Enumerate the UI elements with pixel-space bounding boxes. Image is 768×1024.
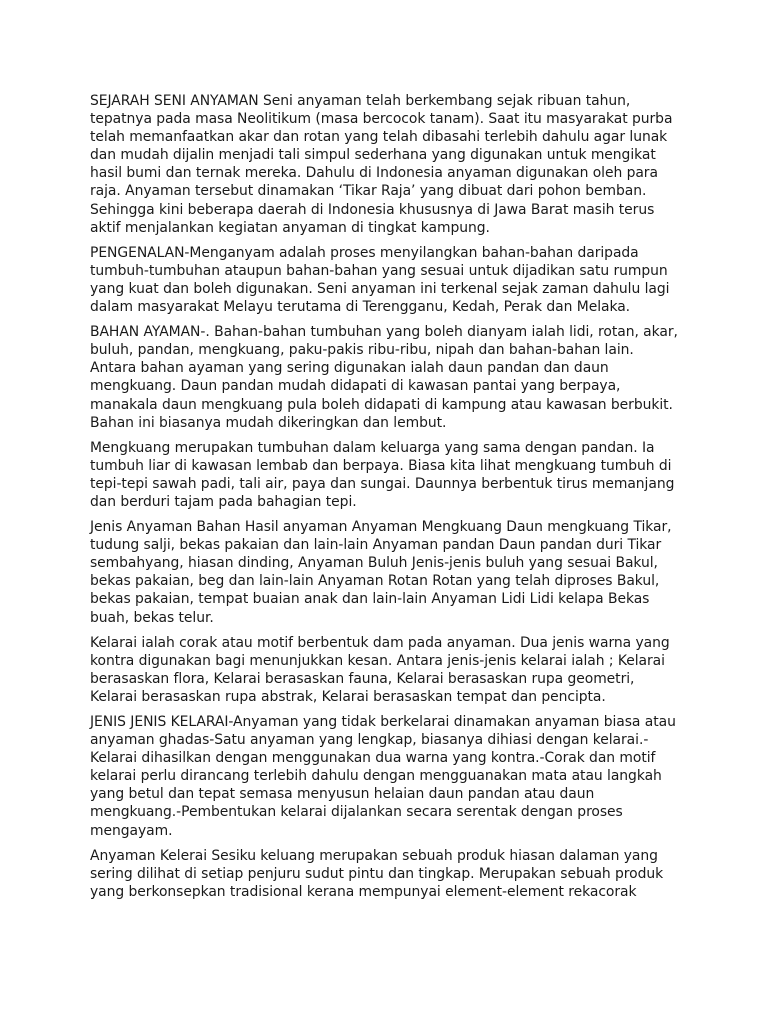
paragraph-jenis-anyaman: Jenis Anyaman Bahan Hasil anyaman Anyaman Mengkuang Daun mengkuang Tikar, tudung salji, bekas pakaian dan lain-lain Anyaman pandan Daun pandan duri Tikar sembahyang, hiasan dinding, Anyaman Buluh Jenis-jenis buluh yang sesuai Bakul, bekas pakaian, beg dan lain-lain Anyaman Rotan Rotan yang telah diproses Bakul, bekas pakaian, tempat buaian anak dan lain-lain Anyaman Lidi Lidi kelapa Bekas buah, bekas telur. [90,519,672,626]
paragraph-pengenalan: PENGENALAN-Menganyam adalah proses menyilangkan bahan-bahan daripada tumbuh-tumbuhan ataupun bahan-bahan yang sesuai untuk dijadikan satu rumpun yang kuat dan boleh digunakan. Seni anyaman ini terkenal sejak zaman dahulu lagi dalam masyarakat Melayu terutama di Terengganu, Kedah, Perak dan Melaka. [90,244,670,316]
paragraph-sejarah: SEJARAH SENI ANYAMAN Seni anyaman telah berkembang sejak ribuan tahun, tepatnya pada masa Neolitikum (masa bercocok tanam). Saat itu masyarakat purba telah memanfaatkan akar dan rotan yang telah dibasahi terlebih dahulu agar lunak dan mudah dijalin menjadi tali simpul sederhana yang digunakan untuk mengikat hasil bumi dan ternak mereka. Dahulu di Indonesia anyaman digunakan oleh para raja. Anyaman tersebut dinamakan ‘Tikar Raja’ yang dibuat dari pohon bemban. Sehingga kini beberapa daerah di Indonesia khususnya di Jawa Barat masih terus aktif menjalankan kegiatan anyaman di tingkat kampung. [90,93,673,236]
paragraph-jenis-kelarai: JENIS JENIS KELARAI-Anyaman yang tidak berkelarai dinamakan anyaman biasa atau anyaman ghadas-Satu anyaman yang lengkap, biasanya dihiasi dengan kelarai.-Kelarai dihasilkan dengan menggunakan dua warna yang kontra.-Corak dan motif kelarai perlu dirancang terlebih dahulu dengan mengguanakan mata atau langkah yang betul dan tepat semasa menyusun helaian daun pandan atau daun mengkuang.-Pembentukan kelarai dijalankan secara serentak dengan proses mengayam. [90,714,676,839]
paragraph-sesiku-keluang: Anyaman Kelerai Sesiku keluang merupakan sebuah produk hiasan dalaman yang sering dilihat di setiap penjuru sudut pintu dan tingkap. Merupakan sebuah produk yang berkonsepkan tradisional kerana mempunyai element-element rekacorak [90,847,664,900]
paragraph-kelarai: Kelarai ialah corak atau motif berbentuk dam pada anyaman. Dua jenis warna yang kontra digunakan bagi menunjukkan kesan. Antara jenis-jenis kelarai ialah ; Kelarai berasaskan flora, Kelarai berasaskan fauna, Kelarai berasaskan rupa geometri, Kelarai berasaskan rupa abstrak, Kelarai berasaskan tempat dan pencipta. [90,634,670,705]
paragraph-bahan-ayaman: BAHAN AYAMAN-. Bahan-bahan tumbuhan yang boleh dianyam ialah lidi, rotan, akar, buluh, pandan, mengkuang, paku-pakis ribu-ribu, nipah dan bahan-bahan lain. Antara bahan ayaman yang sering digunakan ialah daun pandan dan daun mengkuang. Daun pandan mudah didapati di kawasan pantai yang berpaya, manakala daun mengkuang pula boleh didapati di kampung atau kawasan berbukit. Bahan ini biasanya mudah dikeringkan dan lembut. [90,324,678,431]
paragraph-mengkuang: Mengkuang merupakan tumbuhan dalam keluarga yang sama dengan pandan. Ia tumbuh liar di kawasan lembab dan berpaya. Biasa kita lihat mengkuang tumbuh di tepi-tepi sawah padi, tali air, paya dan sungai. Daunnya berbentuk tirus memanjang dan berduri tajam pada bahagian tepi. [90,439,675,510]
document-page [90,92,682,908]
